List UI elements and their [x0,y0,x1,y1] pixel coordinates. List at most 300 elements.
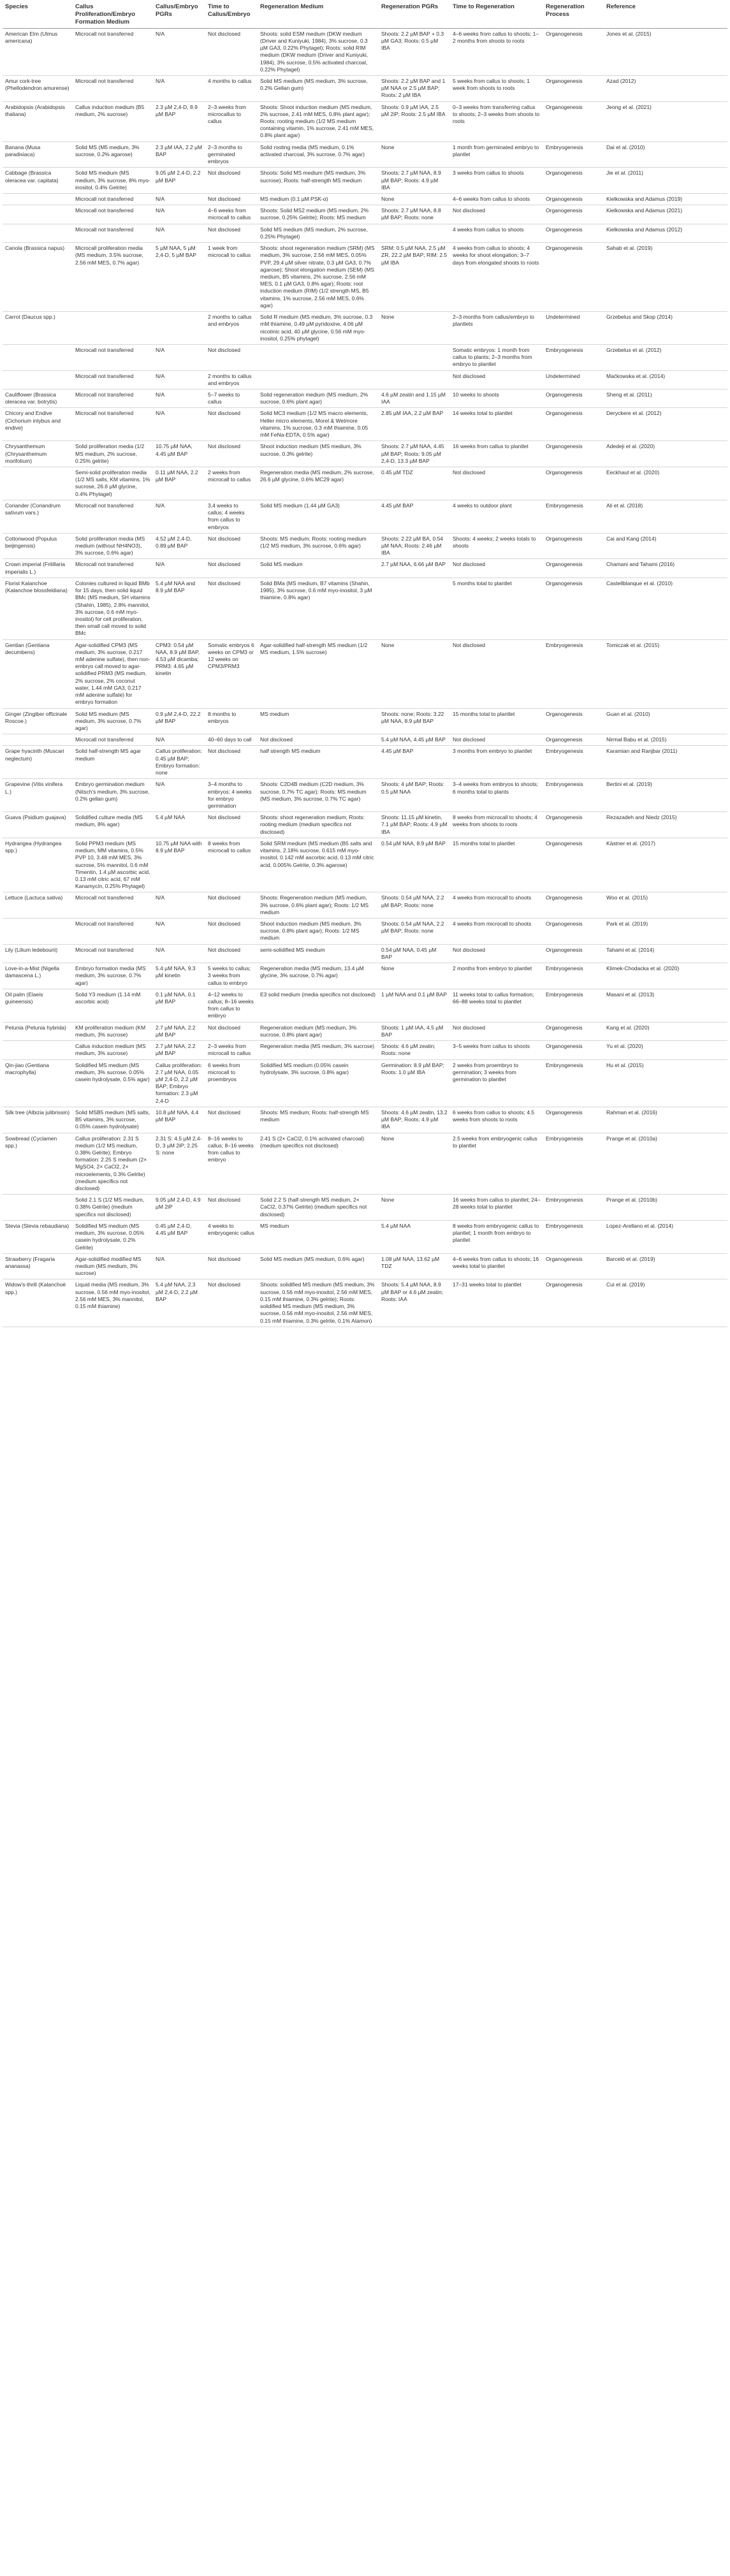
cell-callus-pgrs: 2.3 µM 2,4-D, 8.9 µM BAP [153,101,205,142]
cell-time-to-callus: Not disclosed [205,194,258,205]
table-row [3,312,727,345]
cell-reference: Deryckere et al. (2012) [604,408,727,441]
cell-callus-medium: Solidified MS medium (MS medium, 3% sucrose, 0.05% casein hydrolysate, 0.2% Gelrite) [73,1220,153,1253]
table-row [3,944,727,963]
cell-regeneration-process: Embryogenesis [543,1195,604,1221]
cell-time-to-regeneration: Not disclosed [450,944,543,963]
cell-callus-medium: Microcall not transferred [73,194,153,205]
cell-reference: Kielkowska and Adamus (2019) [604,194,727,205]
cell-regeneration-process: Organogenesis [543,243,604,312]
cell-species [3,224,73,242]
cell-time-to-callus: Somatic embryos 6 weeks on CPM3 or 12 weeks on CPM3/PRM3 [205,639,258,708]
table-row [3,533,727,559]
table-row [3,1022,727,1040]
cell-regeneration-medium: Shoots: Shoot induction medium (MS medium, 2% sucrose, 2.41 mM MES, 0.8% plant agar); Roots: rooting medium (1/2 MS medium containing vitamin, 1% sucrose, 2.41 mM MES, 0.8% plant agar) [258,101,379,142]
cell-reference: Cai and Kang (2014) [604,533,727,559]
cell-regeneration-medium: Shoots: solidified MS medium (MS medium, 3% sucrose, 0.56 mM myo-inositol, 2.56 mM MES, 0.15 mM thiamine, 0.3% gelrite); Roots: solidified MS medium (MS medium, 3% sucrose, 0.56 mM myo-inositol, 2.56 mM MES, 0.15 mM thiamine, 0.3% gelrite, 0.1% Atamon) [258,1279,379,1327]
cell-reference: Prange et al. (2010a) [604,1133,727,1195]
cell-species [3,370,73,389]
cell-time-to-regeneration: 15 months total to plantlet [450,708,543,734]
cell-species: Crown imperial (Fritillaria imperialis L.) [3,559,73,578]
cell-regeneration-pgrs: 0.54 µM NAA, 0.45 µM BAP [379,944,450,963]
cell-regeneration-medium: MS medium [258,1220,379,1253]
cell-callus-pgrs: N/A [153,224,205,242]
cell-callus-medium: Solid MS medium (MS medium, 3% sucrose, 8% myo-inositol, 0.4% Gelrite) [73,168,153,194]
cell-time-to-regeneration: 4 weeks from callus to shoots; 4 weeks for shoot elongation; 3–7 days from elongated shoots to roots [450,243,543,312]
cell-regeneration-pgrs: Shoots: 2.2 µM BAP + 0.3 µM GA3; Roots: 0.5 µM IBA [379,28,450,75]
cell-regeneration-medium: Solidified MS medium (0.05% casein hydrolysate, 3% sucrose, 0.8% agar) [258,1059,379,1107]
cell-callus-medium: Solid PPM3 medium (MS medium, MM vitamins, 0.5% PVP 10, 3.48 mM MES, 3% sucrose, 5% mannitol, 0.6 mM Timentin, 1.4 µM ascorbic acid, 0.13 mM citric acid, 67 mM Kanamycin, 0.25% Phytagel) [73,838,153,892]
cell-regeneration-pgrs: None [379,142,450,168]
cell-regeneration-medium [258,344,379,370]
cell-time-to-regeneration: Not disclosed [450,559,543,578]
cell-regeneration-medium: Shoots: solid ESM medium (DKW medium (Driver and Kuniyuki, 1984), 3% sucrose, 0.3 µM GA3, 0.22% Phytagel); Roots: solid RIM medium (DKW medium (Driver and Kuniyuki, 1984), 3% sucrose, 0.5% activated charcoal, 0.22% Phytagel) [258,28,379,75]
table-row [3,441,727,467]
cell-time-to-regeneration: 17–31 weeks total to plantlet [450,1279,543,1327]
cell-reference: Prange et al. (2010b) [604,1195,727,1221]
cell-regeneration-pgrs: SRM: 0.5 µM NAA, 2.5 µM ZR, 22.2 µM BAP; RIM: 2.5 µM IBA [379,243,450,312]
header-regeneration-process: Regeneration Process [543,1,604,28]
cell-callus-medium: Microcall not transferred [73,559,153,578]
cell-species: Stevia (Stevia rebaudiana) [3,1220,73,1253]
cell-regeneration-medium: Solid BMa (MS medium, B7 vitamins (Shahin, 1985), 3% sucrose, 0.6 mM myo-inositol, 3 µM thiamine, 0.8% agar) [258,578,379,639]
cell-time-to-regeneration: Not disclosed [450,734,543,746]
table-row [3,28,727,75]
cell-reference: Park et al. (2019) [604,919,727,945]
cell-callus-medium: Agar-solidified modified MS medium (MS medium, 3% sucrose) [73,1253,153,1279]
cell-callus-medium: Microcall not transferred [73,75,153,101]
cell-time-to-regeneration: 4 weeks from microcall to shoots [450,892,543,919]
cell-regeneration-pgrs [379,578,450,639]
cell-regeneration-pgrs: Shoots: 5.4 µM NAA, 8.9 µM BAP or 4.6 µM zeatin; Roots: IAA [379,1279,450,1327]
cell-regeneration-medium: Solid 2.2 S (half-strength MS medium, 2× CaCl2, 0.37% Gelrite) (medium specifics not disclosed) [258,1195,379,1221]
cell-time-to-regeneration: 15 months total to plantlet [450,838,543,892]
cell-regeneration-pgrs: 5.4 µM NAA [379,1220,450,1253]
cell-callus-medium: KM proliferation medium (KM medium, 3% sucrose) [73,1022,153,1040]
cell-regeneration-pgrs: Shoots: 4.6 µM zeatin, 13.2 µM BAP; Roots: 4.9 µM IBA [379,1107,450,1133]
cell-time-to-callus: Not disclosed [205,408,258,441]
cell-regeneration-process: Organogenesis [543,944,604,963]
cell-reference: Woo et al. (2015) [604,892,727,919]
cell-species: Love-in-a-Mist (Nigella damascena L.) [3,963,73,989]
cell-callus-medium: Solid proliferation media (MS medium (without NH4NO3), 3% sucrose, 0.6% agar) [73,533,153,559]
cell-reference: Cui et al. (2019) [604,1279,727,1327]
table-row [3,370,727,389]
cell-regeneration-medium: Solid MS medium [258,559,379,578]
cell-time-to-callus: Not disclosed [205,559,258,578]
cell-regeneration-process: Organogenesis [543,1022,604,1040]
cell-reference: Jie et al. (2011) [604,168,727,194]
cell-reference: Chamani and Tahami (2016) [604,559,727,578]
cell-time-to-regeneration: 8 weeks from microcall to shoots; 4 weeks from shoots to roots [450,812,543,838]
cell-callus-pgrs: N/A [153,734,205,746]
cell-reference: Klimek-Chodacka et al. (2020) [604,963,727,989]
cell-time-to-regeneration: Not disclosed [450,1022,543,1040]
cell-regeneration-pgrs: Shoots: 2.7 µM NAA, 8.8 µM BAP; Roots: none [379,205,450,224]
table-row [3,75,727,101]
cell-species [3,194,73,205]
cell-callus-medium: Solid Y3 medium (1.14 mM ascorbic acid) [73,989,153,1022]
cell-regeneration-process: Organogenesis [543,533,604,559]
cell-species [3,734,73,746]
table-row [3,989,727,1022]
table-row [3,963,727,989]
cell-callus-pgrs: 9.05 µM 2,4-D, 2.2 µM BAP [153,168,205,194]
table-row [3,1220,727,1253]
cell-regeneration-pgrs: Shoots: none; Roots: 3.22 µM NAA, 8.9 µM BAP [379,708,450,734]
cell-callus-medium: Microcall not transferred [73,28,153,75]
cell-reference: Maćkowska et al. (2014) [604,370,727,389]
cell-regeneration-process: Embryogenesis [543,142,604,168]
cell-time-to-callus: 8 months to embryos [205,708,258,734]
cell-species: Florist Kalanchoe (Kalanchoe blossfeldiana) [3,578,73,639]
cell-callus-medium: Microcall not transferred [73,344,153,370]
cell-species: Hydrangea (Hydrangea spp.) [3,838,73,892]
cell-regeneration-process: Embryogenesis [543,1220,604,1253]
cell-species: Cottonwood (Populus beijingensis) [3,533,73,559]
cell-regeneration-medium: MS medium [258,708,379,734]
cell-regeneration-medium: Regeneration media (MS medium, 3% sucrose) [258,1041,379,1059]
cell-regeneration-process: Organogenesis [543,75,604,101]
table-row [3,892,727,919]
cell-callus-medium: Microcall not transferred [73,919,153,945]
table-row [3,734,727,746]
cell-callus-medium: Callus induction medium (B5 medium, 2% sucrose) [73,101,153,142]
cell-regeneration-pgrs: Shoots: 0.54 µM NAA, 2.2 µM BAP; Roots: none [379,919,450,945]
header-species: Species [3,1,73,28]
cell-species: Strawberry (Fragaria ananassa) [3,1253,73,1279]
cell-regeneration-process: Organogenesis [543,559,604,578]
table-row [3,389,727,408]
cell-species: Ginger (Zingiber officinale Roscoe.) [3,708,73,734]
cell-regeneration-pgrs: 2.7 µM NAA, 6.66 µM BAP [379,559,450,578]
cell-callus-pgrs: N/A [153,892,205,919]
plant-regeneration-table [3,1,727,1327]
cell-reference: Masani et al. (2013) [604,989,727,1022]
table-row [3,1041,727,1059]
table-row [3,812,727,838]
cell-callus-pgrs: 0.45 µM 2,4-D, 4.45 µM BAP [153,1220,205,1253]
cell-time-to-regeneration: 4–6 weeks from callus to shoots [450,194,543,205]
cell-species: Coriander (Coriandrum sativum vars.) [3,500,73,533]
cell-regeneration-medium: Shoots: shoot regeneration medium (SRM) (MS medium, 3% sucrose, 2.56 mM MES, 0.05% PVP, 29.4 µM silver nitrate, 0.3 µM GA3, 0.7% agarose); Shoot elongation medium (SEM) (MS medium, B5 vitamins, 2% sucrose, 2.56 mM MES, 0.1 µM GA3, 0.8% agar); Roots: root induction medium (RIM) (1/2 strength MS, B5 vitamins, 1% sucrose, 2.56 mM MES, 0.6% agar) [258,243,379,312]
cell-time-to-callus: 2–3 months to germinated embryos [205,142,258,168]
cell-time-to-regeneration: 10 weeks to shoots [450,389,543,408]
cell-regeneration-process: Organogenesis [543,467,604,500]
cell-species [3,344,73,370]
cell-regeneration-process: Organogenesis [543,1253,604,1279]
cell-time-to-callus: 3–4 months to embryos; 4 weeks for embryo germination [205,779,258,812]
cell-reference: Kang et al. (2020) [604,1022,727,1040]
cell-regeneration-process: Organogenesis [543,1041,604,1059]
cell-callus-medium: Solidified culture media (MS medium, 8% agar) [73,812,153,838]
cell-species: Amur cork-tree (Phellodendron amurense) [3,75,73,101]
cell-time-to-regeneration: 2–3 months from callus/embryo to plantlets [450,312,543,345]
cell-time-to-regeneration: 4 weeks from microcall to shoots [450,919,543,945]
cell-time-to-regeneration: 5 months total to plantlet [450,578,543,639]
cell-callus-pgrs: N/A [153,75,205,101]
cell-callus-pgrs: N/A [153,205,205,224]
cell-callus-pgrs: N/A [153,944,205,963]
cell-time-to-callus: 4–6 weeks from microcall to callus [205,205,258,224]
cell-time-to-regeneration: 5 weeks from callus to shoots; 1 week from shoots to roots [450,75,543,101]
cell-callus-pgrs: 5.4 µM NAA [153,812,205,838]
header-callus-medium: Callus Proliferation/Embryo Formation Medium [73,1,153,28]
cell-time-to-regeneration: 4–6 weeks from callus to shoots; 1–2 months from shoots to roots [450,28,543,75]
cell-callus-medium: Solid MS (M5 medium, 3% sucrose, 0.2% agarose) [73,142,153,168]
cell-callus-medium: Solid proliferation media (1/2 MS medium, 2% sucrose, 0.25% gelrite) [73,441,153,467]
cell-callus-medium: Solid 2.1 S (1/2 MS medium, 0.38% Gelrite) (medium specifics not disclosed) [73,1195,153,1221]
cell-time-to-callus: Not disclosed [205,578,258,639]
cell-regeneration-medium: Solid regeneration medium (MS medium, 2% sucrose, 0.6% plant agar) [258,389,379,408]
cell-callus-pgrs: 9.05 µM 2,4-D, 4.9 µM 2iP [153,1195,205,1221]
cell-time-to-callus: Not disclosed [205,441,258,467]
cell-callus-pgrs: 5.4 µM NAA, 9.3 µM kinetin [153,963,205,989]
table-row [3,500,727,533]
cell-callus-pgrs: N/A [153,408,205,441]
cell-reference: Rezazadeh and Niedz (2015) [604,812,727,838]
cell-regeneration-pgrs: Shoots: 2.7 µM NAA, 8.9 µM BAP; Roots: 4.9 µM IBA [379,168,450,194]
cell-time-to-regeneration: 16 weeks from callus to plantlet; 24–28 weeks total to plantlet [450,1195,543,1221]
cell-time-to-callus: 8 weeks from microcall to callus [205,838,258,892]
header-regeneration-medium: Regeneration Medium [258,1,379,28]
cell-callus-medium: Microcall not transferred [73,370,153,389]
cell-species: Cauliflower (Brassica oleracea var. botrytis) [3,389,73,408]
cell-time-to-callus: Not disclosed [205,1253,258,1279]
cell-reference: Sheng et al. (2011) [604,389,727,408]
cell-time-to-regeneration: 4 weeks to outdoor plant [450,500,543,533]
cell-regeneration-pgrs: Shoots: 1 µM IAA, 4.5 µM BAP [379,1022,450,1040]
table-row [3,408,727,441]
cell-reference: Jeong et al. (2021) [604,101,727,142]
table-row [3,838,727,892]
cell-time-to-regeneration: 1 month from germinated embryo to plantlet [450,142,543,168]
cell-callus-medium [73,312,153,345]
cell-callus-pgrs: 2.31 S: 4.5 µM 2,4-D, 3 µM 2iP; 2.25 S: none [153,1133,205,1195]
cell-callus-pgrs [153,312,205,345]
cell-callus-pgrs: 4.52 µM 2,4-D, 0.89 µM BAP [153,533,205,559]
cell-time-to-regeneration: Not disclosed [450,205,543,224]
table-row [3,1133,727,1195]
cell-time-to-callus: 1 week from microcall to callus [205,243,258,312]
table-row [3,194,727,205]
cell-regeneration-process: Organogenesis [543,408,604,441]
cell-time-to-regeneration: 2.5 weeks from embryogenic callus to plantlet [450,1133,543,1195]
cell-regeneration-pgrs: None [379,194,450,205]
cell-reference: Castellblanque et al. (2010) [604,578,727,639]
cell-regeneration-pgrs [379,224,450,242]
cell-callus-pgrs: N/A [153,500,205,533]
cell-regeneration-medium: Shoots: MS medium; Roots: half-strength MS medium [258,1107,379,1133]
cell-regeneration-medium: Regeneration media (MS medium, 2% sucrose, 26.6 µM glycine, 0.6% MC29 agar) [258,467,379,500]
cell-regeneration-medium: Solid MC3 medium (1/2 MS macro elements, Heller micro elements, Morel & Wetmore vitamins, 1% sucrose, 0.3 mM thiamine, 0.05 mM FeNa-EDTA, 0.5% agar) [258,408,379,441]
cell-time-to-regeneration: 3 months from embryo to plantlet [450,746,543,779]
cell-regeneration-process: Organogenesis [543,812,604,838]
cell-callus-pgrs: N/A [153,389,205,408]
cell-callus-pgrs: N/A [153,559,205,578]
cell-regeneration-pgrs: 1 µM NAA and 0.1 µM BAP [379,989,450,1022]
cell-time-to-callus: 5 weeks to callus; 3 weeks from callus to embryo [205,963,258,989]
cell-species: Lily (Lilium ledebourii) [3,944,73,963]
cell-time-to-callus: Not disclosed [205,944,258,963]
cell-callus-medium: Colonies cultured in liquid BMb for 15 days, then solid liquid BMc (MS medium, SH vitamins (Shahin, 1985), 2.8% mannitol, 3% sucrose, 0.6 mM myo-inositol) for cell proliferation, then small call moved to solid BMc [73,578,153,639]
cell-time-to-callus: Not disclosed [205,812,258,838]
cell-time-to-regeneration: 3–5 weeks from callus to shoots [450,1041,543,1059]
cell-callus-pgrs: N/A [153,370,205,389]
cell-time-to-callus: Not disclosed [205,1022,258,1040]
cell-regeneration-medium: Solid SRM medium (MS medium (B5 salts and vitamins, 2.18% sucrose, 0.615 mM myo-inositol, 0.142 mM ascorbic acid, 0.13 mM citric acid, 0.005% Gelrite, 0.3% agarose) [258,838,379,892]
cell-callus-medium: Microcall not transferred [73,408,153,441]
cell-regeneration-process: Organogenesis [543,734,604,746]
cell-species: Oil palm (Elaeis guineensis) [3,989,73,1022]
cell-reference: Grzebelus and Skop (2014) [604,312,727,345]
table-row [3,224,727,242]
cell-callus-pgrs: N/A [153,779,205,812]
cell-time-to-regeneration: Somatic embryos: 1 month from callus to plants; 2–3 months from embryo to plantlet [450,344,543,370]
cell-regeneration-pgrs: None [379,312,450,345]
cell-species: Lettuce (Lactuca sativa) [3,892,73,919]
cell-regeneration-pgrs: None [379,1195,450,1221]
table-row [3,919,727,945]
cell-regeneration-process: Organogenesis [543,28,604,75]
cell-callus-pgrs: 5.4 µM NAA, 2.3 µM 2,4-D, 2.2 µM BAP [153,1279,205,1327]
cell-regeneration-process: Organogenesis [543,1107,604,1133]
table-row [3,1059,727,1107]
cell-time-to-callus: 2 months to callus and embryos [205,370,258,389]
cell-regeneration-process: Organogenesis [543,205,604,224]
cell-time-to-regeneration: 2 weeks from proembryo to germination; 3 weeks from germination to plantlet [450,1059,543,1107]
cell-regeneration-process: Organogenesis [543,224,604,242]
cell-species: Canola (Brassica napus) [3,243,73,312]
cell-species: Carrot (Daucus spp.) [3,312,73,345]
table-body [3,28,727,1327]
table-row [3,578,727,639]
cell-regeneration-medium: Solid MS medium (1.44 µM GA3) [258,500,379,533]
table-row [3,205,727,224]
cell-time-to-callus: 2 months to callus and embryos [205,312,258,345]
cell-callus-medium: Microcall not transferred [73,734,153,746]
cell-species [3,467,73,500]
cell-reference: Bertini et al. (2019) [604,779,727,812]
cell-time-to-regeneration: 14 weeks total to plantlet [450,408,543,441]
cell-reference: Kielkowska and Adamus (2012) [604,224,727,242]
cell-callus-medium: Microcall not transferred [73,500,153,533]
cell-time-to-regeneration: 16 weeks from callus to plantlet [450,441,543,467]
cell-time-to-regeneration: Not disclosed [450,639,543,708]
cell-time-to-callus: 3,4 weeks to callus; 4 weeks from callus to embryos [205,500,258,533]
cell-regeneration-medium: MS medium (0.1 µM PSK-α) [258,194,379,205]
cell-species: Grape hyacinth (Muscari neglectum) [3,746,73,779]
cell-regeneration-process: Organogenesis [543,919,604,945]
cell-regeneration-process: Embryogenesis [543,963,604,989]
header-time-to-regeneration: Time to Regeneration [450,1,543,28]
cell-regeneration-pgrs: None [379,1133,450,1195]
cell-reference: Jones et al. (2015) [604,28,727,75]
cell-regeneration-medium: Solid R medium (MS medium, 3% sucrose, 0.3 mM thiamine, 0.49 µM pyridoxine, 4.06 µM nicotinic acid, 40 µM glycine, 0.56 mM myo-inositol, 0.25% phytagel) [258,312,379,345]
cell-regeneration-medium: Agar-solidified half-strength MS medium (1/2 MS medium, 1.5% sucrose) [258,639,379,708]
cell-callus-pgrs: 0.9 µM 2,4-D, 22.2 µM BAP [153,708,205,734]
cell-callus-pgrs: 10.75 µM NAA, 4.45 µM BAP [153,441,205,467]
cell-species: Sowbread (Cyclamen spp.) [3,1133,73,1195]
cell-regeneration-pgrs: 2.85 µM IAA, 2.2 µM BAP [379,408,450,441]
cell-time-to-regeneration: 3 weeks from callus to shoots [450,168,543,194]
table-row [3,467,727,500]
cell-callus-medium: Semi-solid proliferation media (1/2 MS salts, KM vitamins, 1% sucrose, 26.6 µM glycine, 0.4% Phytagel) [73,467,153,500]
table-row [3,559,727,578]
cell-regeneration-pgrs: 4.45 µM BAP [379,500,450,533]
cell-callus-pgrs: 10.75 µM NAA with 8.9 µM BAP [153,838,205,892]
cell-regeneration-medium: Solid MS medium (MS medium, 2% sucrose, 0.25% Phytagel) [258,224,379,242]
table-row [3,1195,727,1221]
cell-time-to-callus: Not disclosed [205,533,258,559]
cell-regeneration-medium: Solid rooting media (MS medium, 0.1% activated charcoal, 3% sucrose, 0.7% agar) [258,142,379,168]
cell-species [3,1195,73,1221]
cell-regeneration-pgrs [379,344,450,370]
cell-time-to-regeneration: 8 weeks from embryogenic callus to plantlet; 1 month from embryo to plantlet [450,1220,543,1253]
cell-regeneration-medium [258,370,379,389]
cell-regeneration-pgrs: Shoots: 2.2 µM BAP and 1 µM NAA or 2.5 µM BAP; Roots: 2 µM IBA [379,75,450,101]
cell-regeneration-medium: semi-solidified MS medium [258,944,379,963]
table-row [3,1253,727,1279]
cell-callus-medium: Liquid media (MS medium, 3% sucrose, 0.56 mM myo-inositol, 2.56 mM MES, 3% mannitol, 0.15 mM thiamine) [73,1279,153,1327]
cell-species [3,919,73,945]
cell-species: Gentian (Gentiana decumbens) [3,639,73,708]
cell-regeneration-medium: half strength MS medium [258,746,379,779]
cell-reference: Yu et al. (2020) [604,1041,727,1059]
cell-time-to-callus: Not disclosed [205,1195,258,1221]
cell-regeneration-process: Embryogenesis [543,344,604,370]
cell-time-to-regeneration: Not disclosed [450,467,543,500]
table-row [3,1107,727,1133]
cell-time-to-callus: 2 weeks from microcall to callus [205,467,258,500]
cell-regeneration-process: Embryogenesis [543,500,604,533]
cell-callus-medium: Callus induction medium (MS medium, 3% sucrose) [73,1041,153,1059]
cell-reference: Nirmal Babu et al. (2015) [604,734,727,746]
cell-reference: Ali et al. (2018) [604,500,727,533]
cell-time-to-regeneration: 3–4 weeks from embryos to shoots; 6 months total to plants [450,779,543,812]
cell-time-to-regeneration: Not disclosed [450,370,543,389]
cell-species: Chicory and Endive (Cichorium intybus and endive) [3,408,73,441]
cell-callus-medium: Embryo formation media (MS medium, 3% sucrose, 0.7% agar) [73,963,153,989]
cell-time-to-regeneration: 0–3 weeks from transferring callus to shoots; 2–3 weeks from shoots to roots [450,101,543,142]
cell-regeneration-medium: Shoots: MS medium; Roots: rooting medium (1/2 MS medium, 3% sucrose, 0.6% agar) [258,533,379,559]
table-row [3,779,727,812]
cell-regeneration-process: Embryogenesis [543,1133,604,1195]
table-row [3,1279,727,1327]
cell-callus-medium: Microcall not transferred [73,944,153,963]
cell-regeneration-process: Embryogenesis [543,989,604,1022]
cell-regeneration-medium: Shoots: shoot regeneration medium; Roots: rooting medium (medium specifics not disclosed) [258,812,379,838]
cell-reference: Lopez-Arellano et al. (2014) [604,1220,727,1253]
cell-reference: Rahman et al. (2016) [604,1107,727,1133]
cell-callus-medium: Microcall not transferred [73,892,153,919]
cell-callus-pgrs: Callus proliferation: 2.7 µM NAA, 0.05 µM 2,4-D, 2.2 µM BAP; Embryo formation: 2.3 µM 2,4-D [153,1059,205,1107]
cell-callus-medium: Solid half-strength MS agar medium [73,746,153,779]
cell-callus-medium: Solidified MS medium (MS medium, 3% sucrose, 0.05% casein hydrolysate, 0.5% agar) [73,1059,153,1107]
cell-reference: Hu et al. (2015) [604,1059,727,1107]
cell-time-to-callus: Not disclosed [205,344,258,370]
cell-callus-medium: Microcall not transferred [73,389,153,408]
cell-regeneration-pgrs: None [379,639,450,708]
cell-reference: Tomiczak et al. (2015) [604,639,727,708]
cell-regeneration-process: Organogenesis [543,892,604,919]
cell-species: Guava (Psidium guajava) [3,812,73,838]
cell-reference: Azad (2012) [604,75,727,101]
cell-regeneration-medium: 2.41 S (2× CaCl2, 0.1% activated charcoal) (medium specifics not disclosed) [258,1133,379,1195]
cell-time-to-callus: Not disclosed [205,224,258,242]
cell-time-to-regeneration: 6 weeks from callus to shoots; 4.5 weeks from shoots to roots [450,1107,543,1133]
cell-species: Grapevine (Vitis vinifera L.) [3,779,73,812]
